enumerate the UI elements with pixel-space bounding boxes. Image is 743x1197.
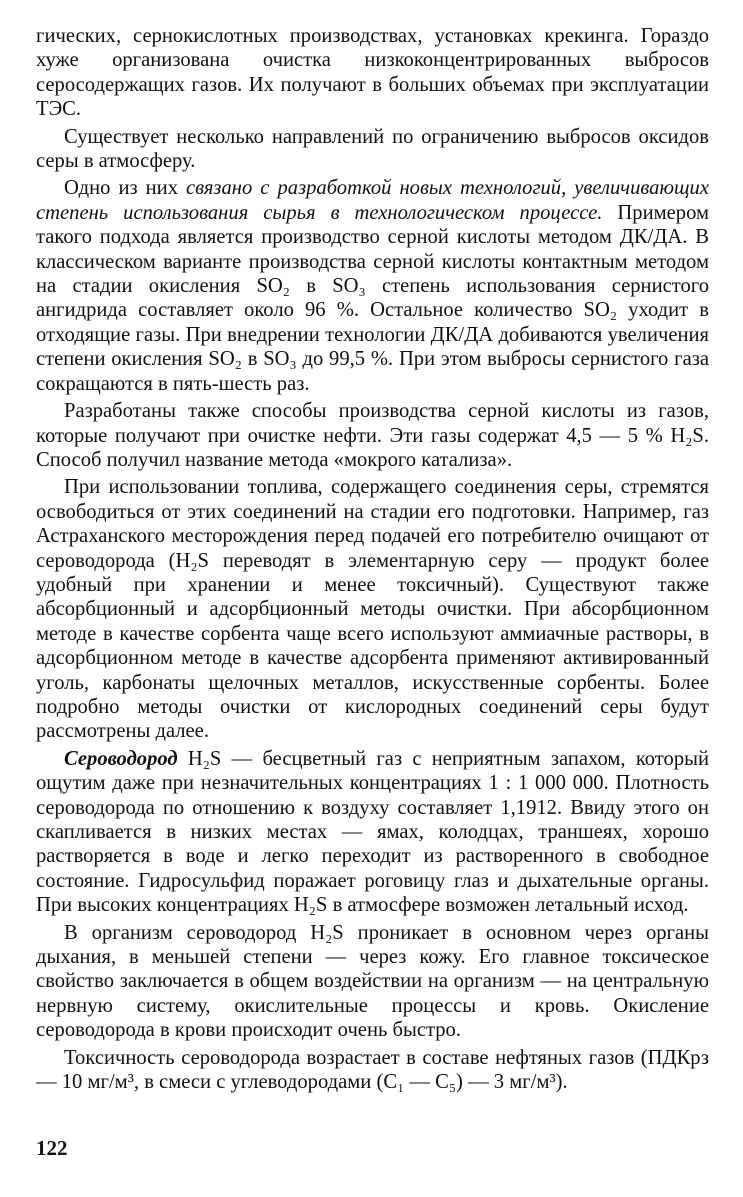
hydrogen-sulfide-term: Сероводород [64, 747, 178, 770]
paragraph-organism: В организм сероводород H₂S проникает в основном через органы дыхания, в меньшей степени — через кожу. Его главное токсическое свойство заключается в общем воздействии на организм — на центральную нервную систему, окислительные процессы и кровь. Окисление сероводорода в крови происходит очень быстро. [36, 921, 709, 1042]
technologies-body: Примером такого подхода является производство серной кислоты методом ДК/ДА. В классическом варианте производства серной кислоты контактным методом на стадии окисления SO₂ в SO₃ степень использования сернистого ангидрида составляет около 96 %. Остальное количество SO₂ уходит в отходящие газы. При внедрении технологии ДК/ДА добиваются увеличения степени окисления SO₂ в SO₃ до 99,5 %. При этом выбросы сернистого газа сокращаются в пять-шесть раз. [36, 201, 709, 395]
paragraph-oil-gas: Разработаны также способы производства серной кислоты из газов, которые получают при очистке нефти. Эти газы содержат 4,5 — 5 % H₂S. Способ получил название метода «мокрого катализа». [36, 400, 709, 471]
paragraph-technologies [36, 176, 709, 396]
paragraph-hydrogen-sulfide [36, 747, 709, 918]
hydrogen-sulfide-body: H₂S — бесцветный газ с неприятным запахом, который ощутим даже при незначительных концентрациях 1 : 1 000 000. Плотность сероводорода по отношению к воздуху составляет 1,1912. Ввиду этого он скапливается в низких местах — ямах, колодцах, траншеях, хорошо растворяется в воде и легко переходит из растворенного в свободное состояние. Гидросульфид поражает роговицу глаз и дыхательные органы. При высоких концентрациях H₂S в атмосфере возможен летальный исход. [36, 747, 709, 917]
technologies-intro: Одно из них [64, 177, 187, 200]
page-number: 122 [36, 1136, 68, 1160]
paragraph-directions: Существует несколько направлений по ограничению выбросов оксидов серы в атмосферу. [36, 125, 709, 173]
technologies-italic-phrase: связано с разработкой новых технологий, увеличивающих степень использования сырья в технологическом процессе. [36, 177, 709, 224]
paragraph-fuel-cleaning: При использовании топлива, содержащего соединения серы, стремятся освободиться от этих соединений на стадии его подготовки. Например, газ Астраханского месторождения перед подачей его потребителю очищают от сероводорода (H₂S переводят в элементарную серу — продукт более удобный при хранении и менее токсичный). Существуют также абсорбционный и адсорбционный методы очистки. При абсорбционном методе в качестве сорбента чаще всего используют аммиачные растворы, в адсорбционном методе в качестве адсорбента применяют активированный уголь, карбонаты щелочных металлов, искусственные сорбенты. Более подробно методы очистки от кислородных соединений серы будут рассмотрены далее. [36, 476, 709, 743]
paragraph-continuation: гических, сернокислотных производствах, установках крекинга. Гораздо хуже организована очистка низкоконцентрированных выбросов серосодержащих газов. Их получают в больших объемах при эксплуатации ТЭС. [36, 25, 709, 121]
paragraph-toxicity: Токсичность сероводорода возрастает в составе нефтяных газов (ПДКрз — 10 мг/м³, в смеси с углеводородами (C₁ — C₅) — 3 мг/м³). [36, 1046, 709, 1094]
